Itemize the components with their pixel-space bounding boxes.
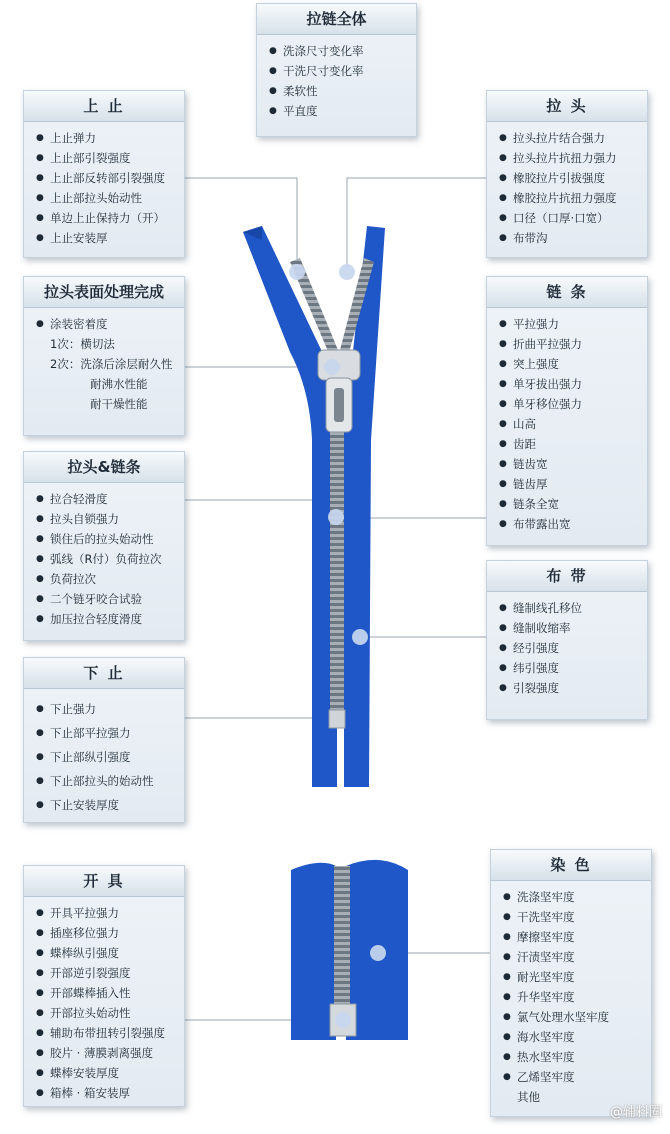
panel-title: 拉 头 bbox=[487, 91, 647, 122]
list-item: ● 链齿厚 bbox=[499, 474, 647, 494]
list-item: ● 耐光坚牢度 bbox=[503, 967, 651, 987]
list-item: ● 干洗尺寸变化率 bbox=[269, 61, 416, 81]
list-item: ● 拉头拉片结合强力 bbox=[499, 128, 647, 148]
panel-slider bbox=[486, 90, 648, 258]
panel-title: 开 具 bbox=[24, 866, 184, 897]
list-item: ● 胶片 · 薄膜剥离强度 bbox=[36, 1043, 184, 1063]
list-item: ● 经引强度 bbox=[499, 638, 647, 658]
list-item: ● 开部拉头始动性 bbox=[36, 1003, 184, 1023]
panel-chain bbox=[486, 276, 648, 546]
list-item: ● 橡胶拉片引拔强度 bbox=[499, 168, 647, 188]
panel-tape bbox=[486, 560, 648, 720]
list-item: ● 单牙移位强力 bbox=[499, 394, 647, 414]
list-item: ● 涂装密着度 bbox=[36, 314, 184, 334]
panel-title: 拉链全体 bbox=[257, 4, 416, 35]
list-item: ● 辅助布带扭转引裂强度 bbox=[36, 1023, 184, 1043]
list-item: ● 箱棒 · 箱安装厚 bbox=[36, 1083, 184, 1103]
zipper-teeth-chain bbox=[330, 405, 344, 725]
panel-bottom-stop bbox=[23, 657, 185, 823]
list-item: ● 橡胶拉片抗扭力强度 bbox=[499, 188, 647, 208]
list-item: 其他 bbox=[517, 1090, 540, 1104]
list-item: ● 拉头自锁强力 bbox=[36, 509, 184, 529]
zipper-tape-right bbox=[344, 226, 385, 787]
panel-title: 拉头&链条 bbox=[24, 452, 184, 483]
list-item: ● 单边上止保持力（开） bbox=[36, 208, 184, 228]
list-item: ● 上止安装厚 bbox=[36, 228, 184, 248]
list-item: ● 齿距 bbox=[499, 434, 647, 454]
list-item: ● 洗涤尺寸变化率 bbox=[269, 41, 416, 61]
panel-dye bbox=[490, 849, 652, 1117]
panel-title: 拉头表面处理完成 bbox=[24, 277, 184, 308]
list-item: ● 拉合轻滑度 bbox=[36, 489, 184, 509]
list-item: ● 平拉强力 bbox=[499, 314, 647, 334]
list-item: ● 二个链牙咬合试验 bbox=[36, 589, 184, 609]
list-item: ● 摩擦坚牢度 bbox=[503, 927, 651, 947]
panel-slider-surface bbox=[23, 276, 185, 436]
panel-slider-chain bbox=[23, 451, 185, 641]
list-item: ● 上止部拉头始动性 bbox=[36, 188, 184, 208]
list-item: 耐干燥性能 bbox=[90, 397, 148, 411]
panel-title: 链 条 bbox=[487, 277, 647, 308]
list-item: ● 下止部拉头的始动性 bbox=[36, 769, 184, 793]
list-item: ● 负荷拉次 bbox=[36, 569, 184, 589]
panel-top-stop bbox=[23, 90, 185, 258]
list-item: ● 上止弹力 bbox=[36, 128, 184, 148]
panel-whole-zipper bbox=[256, 3, 417, 137]
list-item: ● 升华坚牢度 bbox=[503, 987, 651, 1007]
panel-title: 染 色 bbox=[491, 850, 651, 881]
list-item: ● 汗渍坚牢度 bbox=[503, 947, 651, 967]
panel-title: 布 带 bbox=[487, 561, 647, 592]
panel-open-end bbox=[23, 865, 185, 1107]
list-item: ● 氯气处理水坚牢度 bbox=[503, 1007, 651, 1027]
list-item: ● 插座移位强力 bbox=[36, 923, 184, 943]
list-item: ● 柔软性 bbox=[269, 81, 416, 101]
list-item: ● 开部蝶棒插入性 bbox=[36, 983, 184, 1003]
list-item: ● 拉头拉片抗扭力强力 bbox=[499, 148, 647, 168]
list-item: ● 缝制线孔移位 bbox=[499, 598, 647, 618]
list-item: ● 上止部反转部引裂强度 bbox=[36, 168, 184, 188]
list-item: 1次：横切法 bbox=[50, 337, 115, 351]
list-item: ● 蝶棒纵引强度 bbox=[36, 943, 184, 963]
list-item: ● 纬引强度 bbox=[499, 658, 647, 678]
zipper-bottom-stop bbox=[329, 710, 345, 728]
list-item: ● 蝶棒安装厚度 bbox=[36, 1063, 184, 1083]
list-item: ● 下止安装厚度 bbox=[36, 793, 184, 817]
list-item: ● 折曲平拉强力 bbox=[499, 334, 647, 354]
panel-title: 下 止 bbox=[24, 658, 184, 689]
list-item: ● 下止部平拉强力 bbox=[36, 721, 184, 745]
list-item: ● 链齿宽 bbox=[499, 454, 647, 474]
list-item: ● 布带沟 bbox=[499, 228, 647, 248]
list-item: ● 开具平拉强力 bbox=[36, 903, 184, 923]
list-item: ● 乙烯坚牢度 bbox=[503, 1067, 651, 1087]
list-item: ● 单牙拔出强力 bbox=[499, 374, 647, 394]
list-item: ● 开部逆引裂强度 bbox=[36, 963, 184, 983]
list-item: ● 海水坚牢度 bbox=[503, 1027, 651, 1047]
list-item: ● 上止部引裂强度 bbox=[36, 148, 184, 168]
list-item: ● 布带露出宽 bbox=[499, 514, 647, 534]
list-item: ● 下止强力 bbox=[36, 697, 184, 721]
panel-title: 上 止 bbox=[24, 91, 184, 122]
list-item: ● 引裂强度 bbox=[499, 678, 647, 698]
list-item: ● 下止部纵引强度 bbox=[36, 745, 184, 769]
zipper-tape-left bbox=[243, 226, 337, 787]
list-item: ● 山高 bbox=[499, 414, 647, 434]
list-item: ● 突上强度 bbox=[499, 354, 647, 374]
list-item: ● 弧线（R付）负荷拉次 bbox=[36, 549, 184, 569]
list-item: 2次：洗涤后涂层耐久性 bbox=[50, 357, 173, 371]
open-end-teeth bbox=[334, 866, 350, 1006]
list-item: 耐沸水性能 bbox=[90, 377, 148, 391]
list-item: ● 口径（口厚·口宽） bbox=[499, 208, 647, 228]
list-item: ● 链条全宽 bbox=[499, 494, 647, 514]
watermark: @辅料圈 bbox=[609, 1105, 662, 1120]
list-item: ● 加压拉合轻度滑度 bbox=[36, 609, 184, 629]
list-item: ● 热水坚牢度 bbox=[503, 1047, 651, 1067]
list-item: ● 缝制收缩率 bbox=[499, 618, 647, 638]
list-item: ● 洗涤坚牢度 bbox=[503, 887, 651, 907]
list-item: ● 干洗坚牢度 bbox=[503, 907, 651, 927]
list-item: ● 平直度 bbox=[269, 101, 416, 121]
list-item: ● 锁住后的拉头始动性 bbox=[36, 529, 184, 549]
